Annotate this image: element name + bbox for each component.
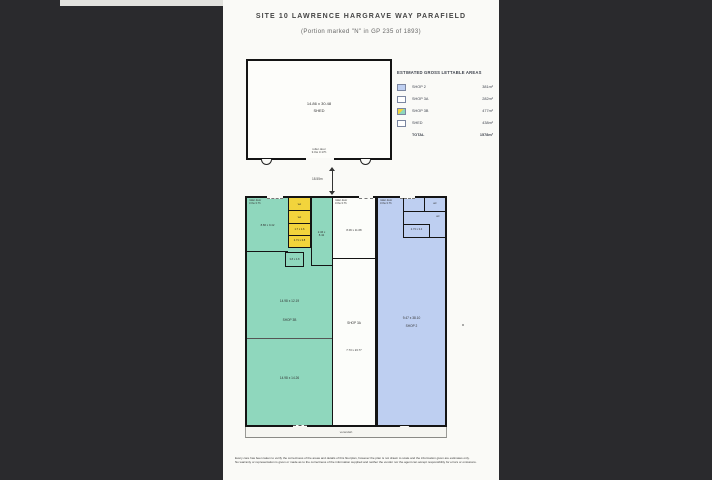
- amenities-block: [288, 198, 311, 248]
- shop3a-door-opening: [359, 196, 373, 199]
- shop3b-partition-line: [247, 338, 332, 339]
- shop3a-main-dimension: 7.73 x 23.77: [346, 348, 362, 352]
- shop3a-roller-door-label: [335, 199, 347, 205]
- amenities-lower-dimension: 2.71 x 3.8: [293, 239, 306, 242]
- legend-swatch-shop2: [397, 84, 406, 91]
- wall-narrow-room-bottom: [311, 265, 332, 266]
- legend-label: SHED: [412, 121, 423, 125]
- wall-shop3a-shop2: [375, 198, 378, 425]
- small-room-outline: [285, 252, 304, 267]
- shop2-roller-line2: 3.0w 3.7h: [380, 202, 392, 206]
- shop3b-upper-room-dimension: 8.86 x 9.42: [260, 223, 275, 227]
- legend-row-shop2: [397, 81, 493, 93]
- shop2-roller-door-label: [380, 199, 392, 205]
- shop3a-roller-line2: 3.0w 3.7h: [335, 202, 347, 206]
- legend: [397, 70, 493, 141]
- shed-name: SHED: [313, 108, 325, 113]
- legend-label: SHOP 2: [412, 85, 426, 89]
- floorplan-page: [223, 0, 499, 480]
- shop3b-door-opening: [267, 196, 283, 199]
- shop3b-main-dimension: 14.98 x 12.19: [279, 299, 300, 303]
- wall-upper-room: [247, 251, 288, 252]
- legend-row-shop3b: [397, 105, 493, 117]
- distance-label: 18.55m: [312, 177, 323, 181]
- narrow-room-dimension: [311, 231, 332, 237]
- verandah-label: verandah: [339, 430, 353, 434]
- shop2-office-block: [403, 198, 445, 238]
- disclaimer: [235, 456, 487, 465]
- legend-value: 477m²: [482, 109, 493, 113]
- legend-swatch-shop3a: [397, 96, 406, 103]
- shop3b-lower-dimension: 14.98 x 14.26: [279, 376, 300, 380]
- shed-labels: [248, 101, 390, 113]
- shop3a-name: SHOP 3A: [347, 321, 361, 325]
- wc-room-top: wc: [289, 198, 310, 211]
- narrow-room-dim-line2: 8.42: [318, 233, 325, 238]
- legend-total-value: 1578m²: [479, 133, 493, 137]
- legend-row-shop3a: [397, 93, 493, 105]
- legend-total-label: TOTAL: [412, 133, 425, 137]
- shed-roller-door-line2: 3.0w 3.17h: [311, 150, 327, 155]
- page-subtitle: (Portion marked "N" in GP 235 of 1893): [300, 29, 422, 35]
- legend-row-shed: [397, 117, 493, 129]
- page-title: SITE 10 LAWRENCE HARGRAVE WAY PARAFIELD: [255, 13, 467, 20]
- shop3b-name: SHOP 3B: [282, 318, 297, 322]
- shop2-office-dimension: 2.73 x 3.4: [410, 228, 423, 231]
- verandah-strip: [245, 427, 447, 438]
- shop3a-roller-line1: roller door: [335, 199, 348, 202]
- shop3b-roller-line2: 3.0w 3.7h: [249, 202, 261, 206]
- arrow-line: [332, 170, 333, 192]
- disclaimer-line2: No warranty or representation is given or made as to the correctness of the information supplied and neither the vendor nor the agent can accept responsibility for errors or omissions.: [235, 460, 477, 465]
- legend-title: ESTIMATED GROSS LETTABLE AREAS: [397, 70, 482, 75]
- distance-arrow: [329, 167, 337, 195]
- shed-dimension: 14.86 x 30.48: [306, 101, 332, 106]
- legend-label: SHOP 3A: [412, 97, 429, 101]
- shop3b-roller-line1: roller door: [249, 199, 262, 202]
- disclaimer-line1: Every care has been taken to verify the correctness of the areas and details of this floorplan, however the plan is not drawn to scale and the information given are estimates only.: [235, 456, 470, 460]
- shop2-wc-mid: wc: [436, 214, 440, 218]
- main-building-outline: [245, 196, 447, 427]
- legend-row-total: [397, 129, 493, 141]
- shop3a-top-dimension: 8.06 x 11.68: [346, 228, 362, 232]
- legend-rows: [397, 81, 493, 141]
- shed-outline: [246, 59, 392, 160]
- shop3b-roller-door-label: [249, 199, 261, 205]
- narrow-room-dim-line1: 2.46 x: [317, 230, 326, 234]
- shop2-wc-top: wc: [433, 201, 437, 205]
- shop2-name: SHOP 2: [405, 324, 418, 328]
- legend-value: 381m²: [482, 85, 493, 89]
- building-interior: [247, 198, 445, 425]
- scan-artifact: [462, 324, 464, 326]
- legend-label: SHOP 3B: [412, 109, 429, 113]
- arrow-down-icon: [329, 191, 335, 195]
- shed-door-opening: [306, 158, 334, 160]
- small-room-dimension: 3.8 x 4.8: [289, 258, 300, 261]
- shop2-roller-line1: roller door: [380, 199, 393, 202]
- wall-shop3a-upper: [333, 258, 375, 259]
- legend-value: 438m²: [482, 121, 493, 125]
- shop2-main-dimension: 9.47 x 38.10: [402, 316, 421, 320]
- legend-value: 282m²: [482, 97, 493, 101]
- shed-roller-door-line1: roller door: [312, 146, 326, 151]
- shed-door-swing-left: [261, 159, 272, 165]
- shed-door-swing-right: [360, 159, 371, 165]
- wall-office-h1: [404, 211, 445, 212]
- shop2-office-room: [404, 224, 430, 238]
- legend-swatch-shop3b: [397, 108, 406, 115]
- amenities-room-dimension: 1.7 x 1.6: [289, 224, 310, 236]
- shed-roller-door-label: [248, 148, 390, 155]
- wc-room-mid: wc: [289, 211, 310, 224]
- legend-swatch-shed: [397, 120, 406, 127]
